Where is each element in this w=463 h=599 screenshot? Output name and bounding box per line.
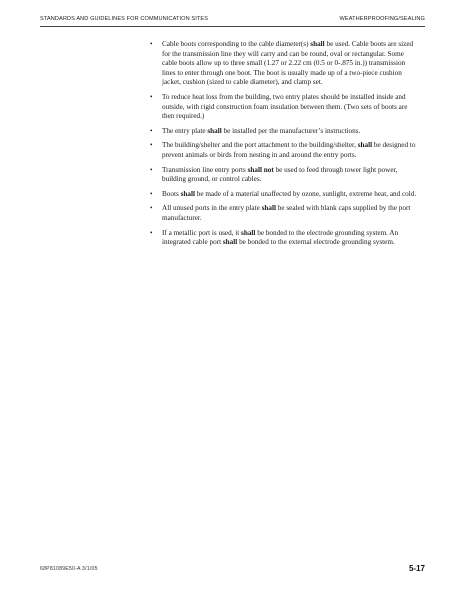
document-number: 68P81089E50-A 3/1/05 [40, 566, 98, 572]
emphasis-text: shall [261, 204, 276, 213]
list-item-text: be designed to prevent animals or birds from nesting in and around the entry ports. [162, 141, 416, 159]
list-item [150, 190, 418, 200]
emphasis-text: shall [357, 141, 373, 150]
bullet-icon: • [150, 40, 153, 48]
page-header [40, 16, 425, 26]
header-divider [40, 26, 425, 27]
list-item [150, 166, 418, 185]
bullet-icon: • [150, 165, 153, 174]
requirements-list [150, 40, 418, 248]
list-item-text: be installed per the manufacturer’s instructions. [221, 126, 361, 135]
list-item [150, 204, 418, 223]
bullet-icon: • [150, 92, 153, 101]
list-item-text: be bonded to the electrode grounding system. An integrated cable port [162, 228, 399, 247]
list-item [150, 93, 418, 122]
list-item-text: All unused ports in the entry plate [162, 204, 262, 213]
body-content [150, 40, 418, 253]
list-item [150, 141, 418, 160]
list-item [150, 229, 418, 248]
emphasis-text: shall [180, 189, 195, 198]
list-item-text: Transmission line entry ports [162, 165, 248, 174]
list-item-text: be sealed with blank caps supplied by the port manufacturer. [162, 204, 411, 222]
bullet-icon: • [150, 204, 153, 213]
list-item [150, 40, 418, 88]
list-item-text: To reduce heat loss from the building, two entry plates should be installed inside and outside, with rigid construction foam insulation between them. (Two sets of boots are then required.) [162, 92, 408, 121]
emphasis-text: shall [207, 126, 222, 135]
bullet-icon: • [150, 126, 153, 135]
emphasis-text: shall not [247, 165, 274, 174]
emphasis-text: shall [241, 228, 256, 237]
list-item-text: be used. Cable boots are sized for the transmission line they will carry and can be round, oval or rectangular. Some cable boots allow up to three small (1.27 or 2.22 cm (0.5 or 0-.875 in.)) transmission lines to enter through one boot. The boot is usually made up of a two-piece cushion jacket, cushion (sized to cable diameter), and clamp set. [162, 40, 414, 87]
page-number: 5-17 [408, 564, 425, 573]
list-item-text: be made of a material unaffected by ozone, sunlight, extreme heat, and cold. [194, 189, 417, 198]
page-footer [40, 560, 425, 572]
bullet-icon: • [150, 228, 153, 237]
emphasis-text: shall [310, 40, 325, 48]
bullet-icon: • [150, 141, 153, 150]
list-item-text: If a metallic port is used, it [162, 228, 242, 237]
bullet-icon: • [150, 189, 153, 198]
header-section-title: WEATHERPROOFING/SEALING [339, 16, 425, 22]
header-document-title: STANDARDS AND GUIDELINES FOR COMMUNICATION SITES [40, 16, 209, 22]
emphasis-text: shall [222, 238, 238, 247]
list-item-text: Cable boots corresponding to the cable diameter(s) [162, 40, 311, 48]
list-item-text: be used to feed through tower light power, building ground, or control cables. [162, 165, 398, 184]
list-item [150, 127, 418, 137]
list-item-text: be bonded to the external electrode grounding system. [237, 238, 395, 247]
list-item-text: The entry plate [162, 126, 208, 135]
list-item-text: Boots [162, 189, 181, 198]
list-item-text: The building/shelter and the port attachment to the building/shelter, [162, 141, 358, 150]
